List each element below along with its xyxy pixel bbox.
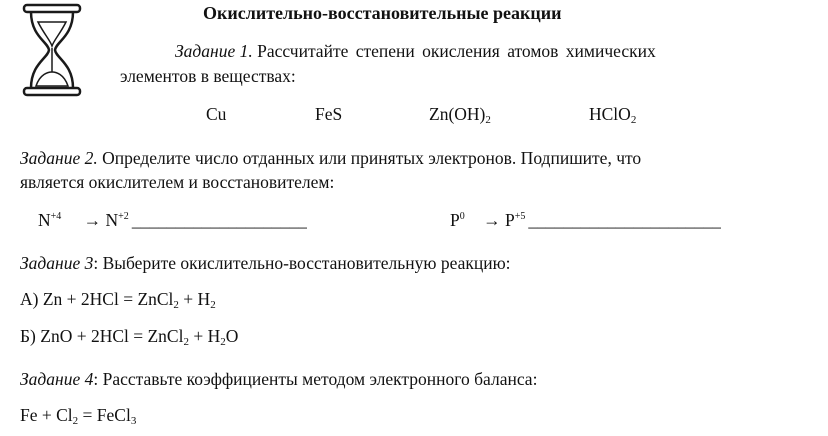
hourglass-icon [18, 2, 86, 98]
phosphorus-transition [450, 210, 721, 231]
answer-b-part2: + H [188, 326, 221, 346]
answer-a-sub1: 2 [173, 299, 179, 311]
answer-b[interactable] [20, 326, 238, 347]
p-arrow: → P [483, 210, 515, 230]
eq4-part2: = FeCl [78, 405, 131, 425]
n-arrow: → N [83, 210, 119, 230]
n-to-ox: +2 [118, 211, 129, 222]
n-from: N [38, 210, 51, 230]
task4-line [20, 369, 537, 390]
p-from: P [450, 210, 460, 230]
task2-line1 [20, 148, 641, 169]
task1-label: Задание 1. [175, 41, 253, 61]
answer-a[interactable] [20, 289, 216, 310]
formula-hclo2 [589, 104, 636, 125]
answer-b-sub2: 2 [220, 336, 226, 348]
eq4-sub1: 2 [72, 415, 79, 427]
formula-fes: FeS [315, 104, 343, 124]
n-from-ox: +4 [50, 211, 62, 222]
formula-hclo-base: HClO [589, 104, 631, 124]
answer-a-part2: + H [178, 289, 211, 309]
answer-a-sub2: 2 [210, 299, 216, 311]
task2-text-2: является окислителем и восстановителем: [20, 172, 335, 192]
formula-hclo-sub: 2 [630, 114, 637, 126]
formula-zn-oh-2 [429, 104, 491, 125]
p-from-ox: 0 [459, 211, 465, 222]
answer-b-part3: O [225, 326, 239, 346]
p-answer-blank[interactable]: ______________________ [528, 210, 721, 230]
p-to-ox: +5 [514, 211, 526, 222]
task2-text-1: Определите число отданных или принятых электронов. Подпишите, что [102, 148, 642, 168]
answer-a-part1: А) Zn + 2HCl = ZnCl [20, 289, 174, 309]
nitrogen-transition [38, 210, 307, 231]
formula-zn-oh-base: Zn(OH) [429, 104, 486, 124]
task1-line1 [175, 41, 656, 62]
eq4-sub2: 3 [130, 415, 137, 427]
task1-text-1: Рассчитайте степени окисления атомов химических [257, 41, 656, 61]
task3-text: : Выберите окислительно-восстановительную реакцию: [93, 253, 511, 273]
formula-cu: Cu [206, 104, 227, 124]
task3-line [20, 253, 511, 274]
task4-label: Задание 4 [20, 369, 94, 389]
answer-b-sub1: 2 [183, 336, 189, 348]
formula-zn-oh-sub: 2 [485, 114, 491, 126]
task1-text-2: элементов в веществах: [120, 66, 296, 86]
task2-label: Задание 2. [20, 148, 98, 168]
answer-b-part1: Б) ZnO + 2HCl = ZnCl [20, 326, 184, 346]
task3-label: Задание 3 [20, 253, 94, 273]
eq4-part1: Fe + Cl [20, 405, 73, 425]
task4-text: : Расставьте коэффициенты методом электронного баланса: [93, 369, 538, 389]
task4-equation [20, 405, 136, 426]
n-answer-blank[interactable]: ____________________ [131, 210, 307, 230]
page-title: Окислительно-восстановительные реакции [203, 3, 562, 23]
